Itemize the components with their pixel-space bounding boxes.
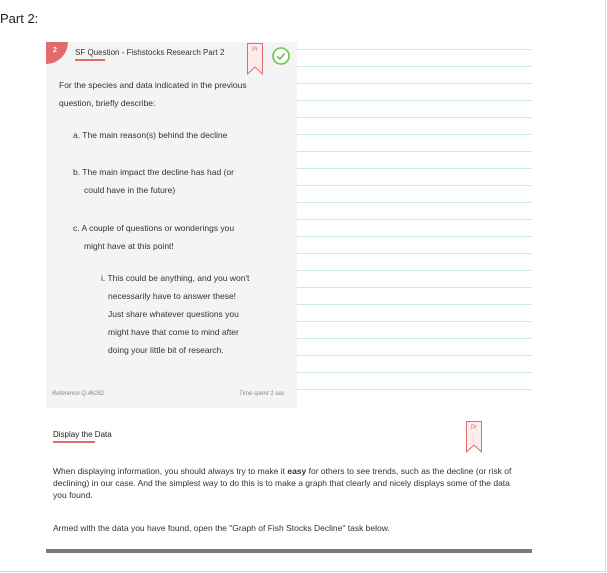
section-title[interactable]: Display the Data — [53, 430, 112, 439]
question-title[interactable]: SF Question - Fishstocks Research Part 2 — [75, 48, 225, 57]
answer-line — [297, 389, 532, 390]
list-item-a: a. The main reason(s) behind the decline — [73, 130, 228, 140]
sub-item-i-cont: might have that come to mind after — [108, 327, 239, 337]
answer-line — [297, 49, 532, 50]
answer-line — [297, 304, 532, 305]
answer-line — [297, 66, 532, 67]
section-paragraph: Armed with the data you have found, open the "Graph of Fish Stocks Decline" task below. — [53, 523, 390, 533]
reference-label: Reference Q.46282 — [52, 391, 105, 397]
answer-line — [297, 151, 532, 152]
part-title: Part 2: — [0, 11, 39, 26]
answer-line — [297, 202, 532, 203]
prompt-line: question, briefly describe: — [59, 98, 156, 108]
check-icon — [272, 47, 290, 65]
paragraph-text: When displaying information, you should always try to make it — [53, 466, 288, 476]
section-title-underline — [53, 441, 95, 443]
answer-line — [297, 219, 532, 220]
pr-flag-icon[interactable] — [466, 421, 482, 453]
list-item-c: c. A couple of questions or wonderings you — [73, 223, 235, 233]
answer-area[interactable] — [297, 42, 532, 408]
answer-line — [297, 117, 532, 118]
answer-line — [297, 185, 532, 186]
answer-line — [297, 100, 532, 101]
answer-line — [297, 372, 532, 373]
paragraph-emphasis: easy — [287, 466, 307, 476]
question-title-underline — [75, 59, 105, 61]
section-paragraph — [53, 465, 523, 501]
prompt-line: For the species and data indicated in the previous — [59, 80, 247, 90]
answer-line — [297, 321, 532, 322]
answer-line — [297, 236, 532, 237]
bottom-divider — [46, 549, 532, 553]
answer-line — [297, 287, 532, 288]
answer-line — [297, 338, 532, 339]
answer-line — [297, 134, 532, 135]
answer-line — [297, 253, 532, 254]
pr-flag-label: Pr — [252, 47, 258, 53]
list-item-b-cont: could have in the future) — [84, 185, 176, 195]
list-item-c-cont: might have at this point! — [84, 241, 174, 251]
sub-item-i-cont: doing your little bit of research. — [108, 345, 224, 355]
sub-item-i-cont: Just share whatever questions you — [108, 309, 239, 319]
time-spent-label: Time spent 1 sec — [239, 391, 285, 397]
answer-line — [297, 83, 532, 84]
list-item-b: b. The main impact the decline has had (or — [73, 167, 234, 177]
answer-line — [297, 270, 532, 271]
answer-line — [297, 355, 532, 356]
sub-item-i-cont: necessarily have to answer these! — [108, 291, 237, 301]
question-number: 2 — [53, 47, 57, 54]
answer-line — [297, 168, 532, 169]
paragraph-text: for others to see trends, such as the decline (or risk of declining) in our case. And the simplest way to do this is to make a graph that clearly and nicely displays some of the data you found. — [53, 466, 512, 500]
sub-item-i: i. This could be anything, and you won't — [101, 273, 250, 283]
pr-flag-icon[interactable] — [247, 43, 263, 75]
pr-flag-label: Pr — [471, 425, 477, 431]
